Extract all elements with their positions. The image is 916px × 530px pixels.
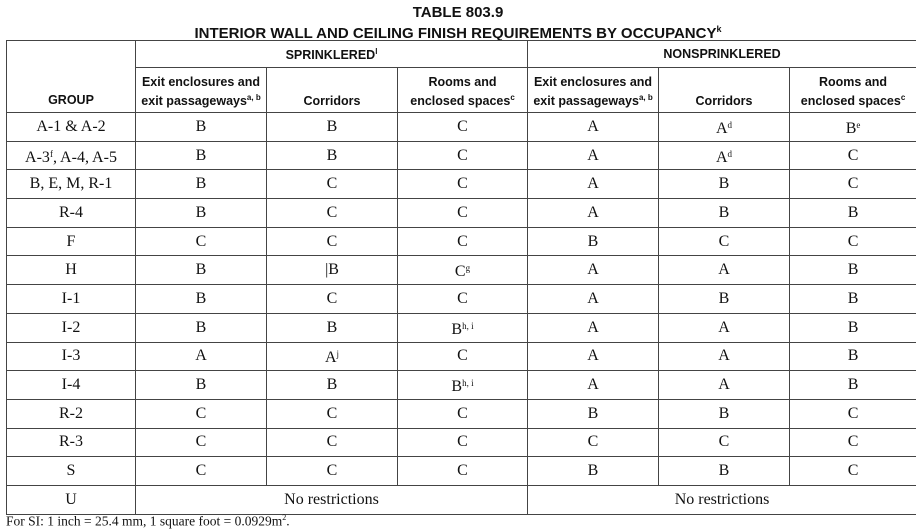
column-header-5 — [790, 68, 916, 113]
class-value: C — [719, 433, 730, 450]
class-value: C — [848, 462, 859, 479]
class-cell — [267, 399, 398, 428]
class-cell — [136, 313, 267, 342]
class-cell — [528, 285, 659, 314]
class-cell — [267, 256, 398, 285]
class-cell — [790, 170, 916, 199]
class-cell — [528, 113, 659, 142]
table-row — [7, 342, 916, 371]
class-value: A — [587, 319, 599, 336]
class-value: C — [457, 290, 468, 307]
table-row — [7, 227, 916, 256]
no-restrictions-nonsprinklered: No restrictions — [528, 485, 916, 514]
column-header-2 — [398, 68, 528, 113]
class-value: C — [457, 462, 468, 479]
class-value: C — [327, 290, 338, 307]
class-cell — [790, 399, 916, 428]
class-value: B — [196, 175, 207, 192]
class-value: A — [325, 349, 337, 366]
class-value: C — [848, 405, 859, 422]
class-cell — [659, 399, 790, 428]
class-cell — [528, 399, 659, 428]
class-cell — [528, 428, 659, 457]
class-value: C — [719, 233, 730, 250]
column-header-line1: Rooms and — [428, 75, 496, 89]
table-row — [7, 399, 916, 428]
class-value: A — [587, 204, 599, 221]
class-cell — [398, 285, 528, 314]
class-value: B — [196, 290, 207, 307]
class-cell — [790, 227, 916, 256]
group-label: H — [65, 261, 77, 278]
class-note: d — [728, 120, 733, 130]
class-cell — [267, 457, 398, 486]
class-value: |B — [325, 261, 339, 278]
class-value: C — [457, 347, 468, 364]
class-value: C — [455, 263, 466, 280]
class-value: C — [588, 433, 599, 450]
table-row — [7, 371, 916, 400]
column-header-1 — [267, 68, 398, 113]
class-value: C — [848, 175, 859, 192]
class-value: B — [588, 405, 599, 422]
class-value: B — [588, 462, 599, 479]
class-value: B — [846, 120, 857, 137]
group-label: I-2 — [62, 319, 81, 336]
group-cell — [7, 170, 136, 199]
class-cell — [398, 256, 528, 285]
group-label: S — [67, 462, 76, 479]
class-cell — [136, 285, 267, 314]
class-cell — [136, 113, 267, 142]
class-cell — [267, 285, 398, 314]
table-title-note: k — [716, 24, 721, 34]
column-header-line1: Rooms and — [819, 75, 887, 89]
group-cell — [7, 141, 136, 170]
column-header-3 — [528, 68, 659, 113]
finish-requirements-table — [6, 40, 916, 515]
class-value: A — [587, 376, 599, 393]
si-footnote-text: For SI: 1 inch = 25.4 mm, 1 square foot = 0.0929m — [6, 514, 282, 529]
class-cell — [136, 342, 267, 371]
column-header-line1: Exit enclosures and — [142, 75, 260, 89]
class-cell — [790, 256, 916, 285]
class-value: C — [196, 405, 207, 422]
group-cell — [7, 285, 136, 314]
class-value: A — [587, 290, 599, 307]
group-label: R-2 — [59, 405, 83, 422]
class-cell — [398, 457, 528, 486]
class-value: A — [716, 120, 728, 137]
class-cell — [528, 256, 659, 285]
class-cell — [790, 428, 916, 457]
group-label: F — [67, 233, 76, 250]
sprinklered-note: l — [375, 47, 377, 56]
class-cell — [398, 342, 528, 371]
class-value: B — [719, 204, 730, 221]
group-label: A-3 — [25, 149, 50, 166]
table-row — [7, 457, 916, 486]
class-cell — [790, 457, 916, 486]
class-value: B — [719, 175, 730, 192]
class-value: B — [196, 147, 207, 164]
class-value: B — [196, 118, 207, 135]
group-note: f — [50, 149, 53, 159]
class-value: C — [196, 233, 207, 250]
class-value: B — [327, 147, 338, 164]
group-cell — [7, 399, 136, 428]
class-value: C — [457, 118, 468, 135]
class-cell — [659, 342, 790, 371]
no-restrictions-sprinklered: No restrictions — [136, 485, 528, 514]
class-cell — [136, 371, 267, 400]
column-header-line1: Corridors — [696, 94, 753, 108]
sprinklered-header — [136, 41, 528, 68]
class-value: C — [327, 433, 338, 450]
class-value: B — [451, 378, 462, 395]
class-cell — [267, 371, 398, 400]
class-value: C — [848, 147, 859, 164]
table-row — [7, 113, 916, 142]
class-cell — [528, 371, 659, 400]
class-value: B — [327, 118, 338, 135]
table-row — [7, 141, 916, 170]
class-cell — [790, 113, 916, 142]
class-value: C — [457, 433, 468, 450]
group-label: A-1 & A-2 — [36, 118, 105, 135]
class-cell — [528, 170, 659, 199]
class-cell — [528, 227, 659, 256]
column-header-line2: exit passageways — [141, 94, 247, 108]
class-value: B — [848, 376, 859, 393]
class-value: C — [327, 405, 338, 422]
class-cell — [528, 313, 659, 342]
class-cell — [398, 313, 528, 342]
class-cell — [398, 371, 528, 400]
class-value: A — [716, 149, 728, 166]
class-cell — [790, 285, 916, 314]
class-value: A — [587, 118, 599, 135]
si-footnote — [6, 510, 290, 530]
table-row — [7, 256, 916, 285]
class-value: B — [848, 319, 859, 336]
column-header-line2: enclosed spaces — [801, 94, 901, 108]
group-label-rest: , A-4, A-5 — [53, 149, 117, 166]
class-cell — [790, 141, 916, 170]
group-label: B, E, M, R-1 — [30, 175, 113, 192]
column-header-line2: enclosed spaces — [410, 94, 510, 108]
class-note: d — [728, 149, 733, 159]
class-value: B — [848, 347, 859, 364]
column-header-4 — [659, 68, 790, 113]
class-cell — [267, 342, 398, 371]
class-value: A — [718, 347, 730, 364]
class-cell — [790, 313, 916, 342]
column-header-0 — [136, 68, 267, 113]
table-number: TABLE 803.9 — [0, 4, 916, 21]
class-cell — [136, 428, 267, 457]
class-value: C — [457, 147, 468, 164]
class-value: B — [196, 376, 207, 393]
group-header: GROUP — [7, 41, 136, 113]
group-label: I-1 — [62, 290, 81, 307]
class-cell — [398, 113, 528, 142]
class-cell — [136, 170, 267, 199]
class-cell — [398, 199, 528, 228]
class-note: h, i — [462, 321, 474, 331]
class-cell — [267, 141, 398, 170]
class-cell — [136, 227, 267, 256]
class-note: g — [466, 263, 471, 273]
class-value: B — [588, 233, 599, 250]
sprinklered-label: SPRINKLERED — [286, 49, 376, 63]
class-value: A — [718, 376, 730, 393]
class-cell — [398, 141, 528, 170]
group-cell — [7, 113, 136, 142]
class-value: C — [457, 233, 468, 250]
class-cell — [659, 371, 790, 400]
class-cell — [528, 141, 659, 170]
class-value: A — [718, 319, 730, 336]
group-cell — [7, 457, 136, 486]
class-cell — [267, 170, 398, 199]
class-cell — [659, 199, 790, 228]
table-row — [7, 285, 916, 314]
class-cell — [528, 342, 659, 371]
column-header-line1: Exit enclosures and — [534, 75, 652, 89]
class-cell — [659, 285, 790, 314]
class-value: C — [457, 204, 468, 221]
class-cell — [267, 227, 398, 256]
class-value: C — [327, 204, 338, 221]
column-header-note: a, b — [247, 93, 261, 102]
class-cell — [267, 313, 398, 342]
class-value: B — [327, 319, 338, 336]
class-cell — [136, 199, 267, 228]
class-value: C — [196, 462, 207, 479]
class-value: C — [457, 175, 468, 192]
table-title-text: INTERIOR WALL AND CEILING FINISH REQUIREMENTS BY OCCUPANCY — [195, 25, 717, 42]
class-value: B — [719, 405, 730, 422]
class-cell — [267, 113, 398, 142]
group-cell — [7, 428, 136, 457]
class-cell — [790, 371, 916, 400]
si-footnote-sup: 2 — [282, 513, 286, 522]
class-value: C — [848, 233, 859, 250]
group-cell — [7, 371, 136, 400]
class-value: C — [327, 233, 338, 250]
si-footnote-end: . — [286, 514, 289, 529]
class-value: B — [196, 319, 207, 336]
group-cell — [7, 199, 136, 228]
column-header-line2: exit passageways — [533, 94, 639, 108]
column-header-line1: Corridors — [304, 94, 361, 108]
group-label: I-3 — [62, 347, 81, 364]
class-cell — [659, 113, 790, 142]
class-cell — [398, 170, 528, 199]
class-cell — [659, 256, 790, 285]
group-label: R-4 — [59, 204, 83, 221]
class-cell — [136, 457, 267, 486]
class-note: j — [337, 349, 340, 359]
class-note: h, i — [462, 378, 474, 388]
group-cell — [7, 227, 136, 256]
class-value: C — [457, 405, 468, 422]
nonsprinklered-header: NONSPRINKLERED — [528, 41, 916, 68]
class-cell — [136, 256, 267, 285]
class-cell — [659, 428, 790, 457]
class-cell — [659, 170, 790, 199]
class-cell — [398, 399, 528, 428]
group-label: R-3 — [59, 433, 83, 450]
class-value: C — [327, 462, 338, 479]
class-cell — [659, 313, 790, 342]
class-value: A — [587, 347, 599, 364]
class-cell — [398, 227, 528, 256]
class-value: B — [196, 204, 207, 221]
class-cell — [136, 141, 267, 170]
class-value: B — [848, 290, 859, 307]
table-row — [7, 313, 916, 342]
class-cell — [659, 141, 790, 170]
table-row — [7, 170, 916, 199]
class-cell — [659, 227, 790, 256]
class-value: B — [719, 462, 730, 479]
group-cell — [7, 256, 136, 285]
class-value: C — [196, 433, 207, 450]
class-cell — [790, 199, 916, 228]
table-title — [0, 21, 916, 42]
group-label: I-4 — [62, 376, 81, 393]
class-cell — [528, 457, 659, 486]
column-header-note: c — [510, 93, 514, 102]
class-value: A — [587, 147, 599, 164]
class-value: B — [451, 321, 462, 338]
class-value: C — [327, 175, 338, 192]
class-cell — [790, 342, 916, 371]
class-value: B — [848, 261, 859, 278]
class-note: e — [856, 120, 860, 130]
class-value: A — [718, 261, 730, 278]
class-value: B — [327, 376, 338, 393]
class-value: C — [848, 433, 859, 450]
class-value: B — [196, 261, 207, 278]
class-cell — [267, 199, 398, 228]
class-cell — [398, 428, 528, 457]
group-cell: U — [7, 485, 136, 514]
class-cell — [528, 199, 659, 228]
table-row — [7, 428, 916, 457]
column-header-note: c — [901, 93, 905, 102]
class-value: B — [719, 290, 730, 307]
class-value: A — [587, 261, 599, 278]
group-cell — [7, 313, 136, 342]
class-cell — [267, 428, 398, 457]
class-value: B — [848, 204, 859, 221]
table-row — [7, 199, 916, 228]
class-value: A — [587, 175, 599, 192]
class-cell — [136, 399, 267, 428]
class-cell — [659, 457, 790, 486]
class-value: A — [195, 347, 207, 364]
column-header-note: a, b — [639, 93, 653, 102]
group-cell — [7, 342, 136, 371]
